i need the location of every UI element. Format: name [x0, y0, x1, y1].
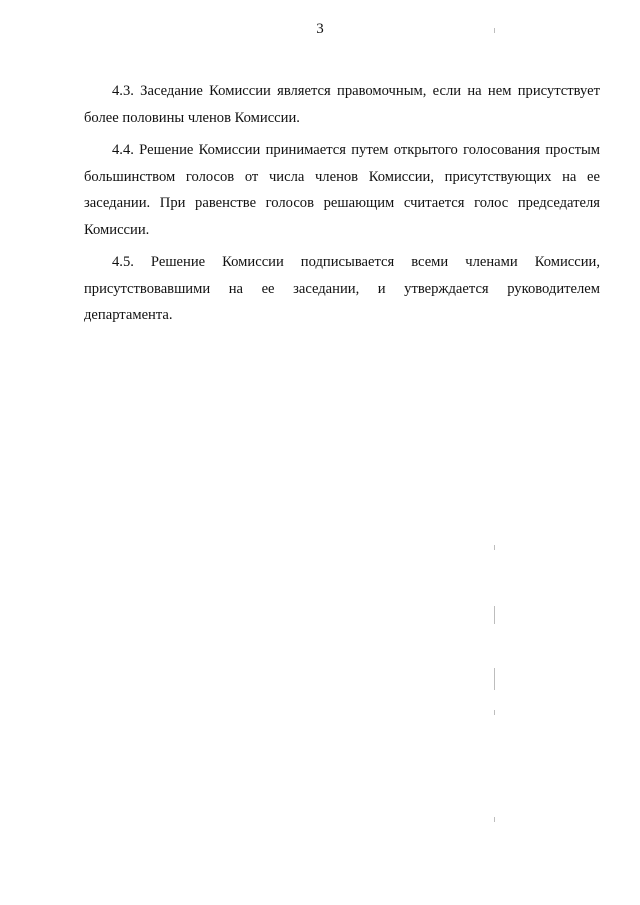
paragraph-4-4: 4.4. Решение Комиссии принимается путем открытого голосования простым большинством голосов от числа членов Комиссии, присутствующих на ее заседании. При равенстве голосов решающим считается голос председателя Комиссии. — [84, 142, 600, 238]
page-number: 3 — [316, 21, 324, 37]
scan-artifact — [494, 710, 495, 715]
document-body — [84, 78, 600, 335]
scan-artifact — [494, 28, 495, 33]
scan-artifact — [494, 606, 495, 624]
scan-artifact — [494, 668, 495, 690]
paragraph-4-3: 4.3. Заседание Комиссии является правомочным, если на нем присутствует более половины членов Комиссии. — [84, 83, 600, 126]
scan-artifact — [494, 817, 495, 822]
paragraph-4-5: 4.5. Решение Комиссии подписывается всеми членами Комиссии, присутствовавшими на ее заседании, и утверждается руководителем департамента. — [84, 254, 600, 323]
scan-artifact — [494, 545, 495, 550]
